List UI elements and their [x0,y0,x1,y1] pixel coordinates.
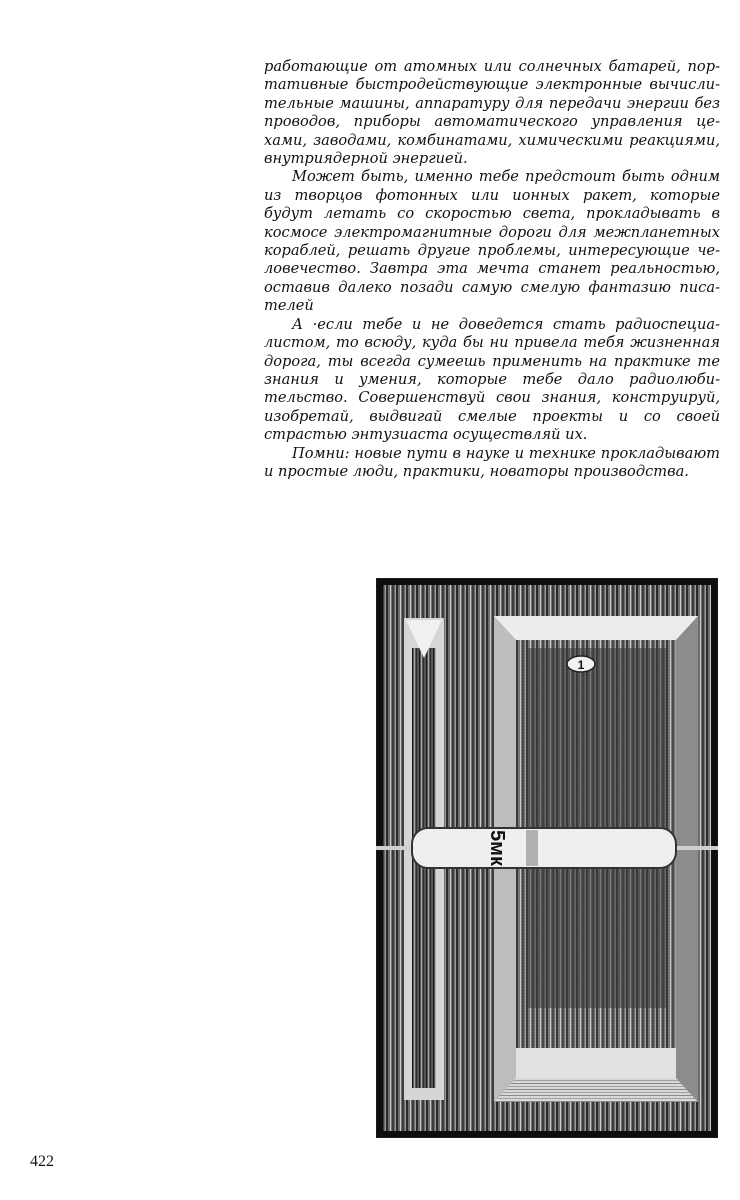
badge-label: 1 [577,658,585,672]
photo-wooden-frame [376,578,718,1138]
photo-illustration [376,578,718,1138]
page-number: 422 [30,1153,54,1170]
body-text [264,58,720,481]
resistor [412,828,676,868]
resistor-marking: 5мк [486,830,508,866]
paragraph-4: Помни: новые пути в науке и технике прокладывают и простые люди, практики, новаторы производства. [264,444,720,480]
paragraph-1: работающие от атомных или солнечных батарей, портативные быстродействующие электронные вычислительные машины, аппаратуру для передачи энергии без проводов, приборы автоматического управления цехами, заводами, комбинатами, химическими реакциями, внутриядерной энергией. [264,58,720,168]
paragraph-3: А ·если тебе и не доведется стать радиоспециалистом, то всюду, куда бы ни привела тебя жизненная дорога, ты всегда сумеешь применить на практике те знания и умения, которые тебе дало радиолюбительство. Совершенствуй свои знания, конструируй, изобретай, выдвигай смелые проекты и со своей страстью энтузиаста осуществляй их. [264,315,720,444]
paragraph-2: Может быть, именно тебе предстоит быть одним из творцов фотонных или ионных ракет, которые будут летать со скоростью света, прокладывать в космосе электромагнитные дороги для межпланетных кораблей, решать другие проблемы, интересующие человечество. Завтра эта мечта станет реальностью, оставив далеко позади самую смелую фантазию писателей [264,168,720,315]
